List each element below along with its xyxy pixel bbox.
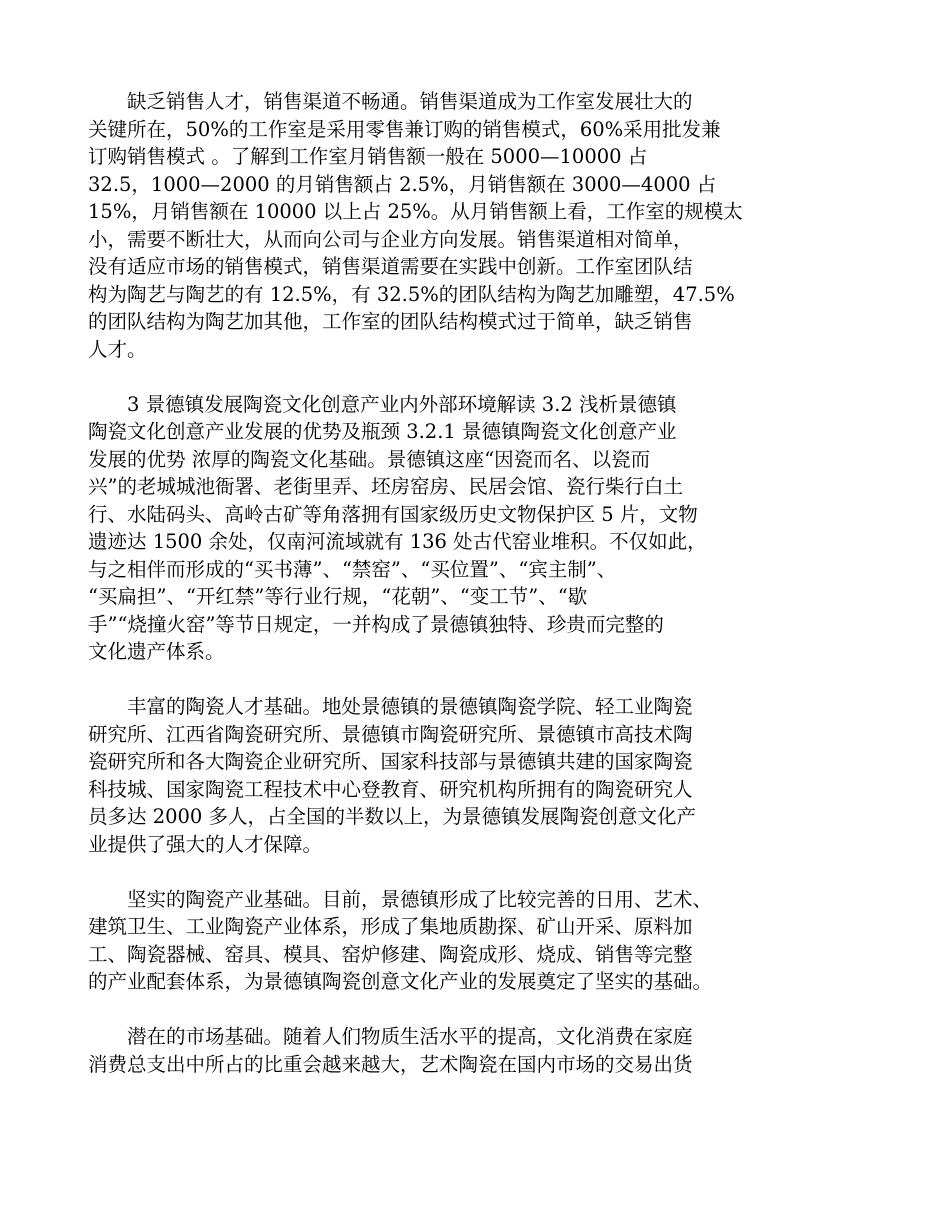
text-line: 研究所、江西省陶瓷研究所、景德镇市陶瓷研究所、景德镇市高技术陶	[88, 722, 693, 746]
text-line: 关键所在，50%的工作室是采用零售兼订购的销售模式，60%采用批发兼	[88, 117, 721, 141]
text-line: 消费总支出中所占的比重会越来越大，艺术陶瓷在国内市场的交易出货	[88, 1052, 693, 1076]
text-line: 潜在的市场基础。随着人们物质生活水平的提高，文化消费在家庭	[88, 1025, 693, 1048]
text-line: 瓷研究所和各大陶瓷企业研究所、国家科技部与景德镇共建的国家陶瓷	[88, 750, 693, 773]
text-line: 工、陶瓷器械、窑具、模具、窑炉修建、陶瓷成形、烧成、销售等完整	[88, 942, 693, 966]
document-page	[88, 88, 864, 1106]
text-line: 建筑卫生、工业陶瓷产业体系，形成了集地质勘探、矿山开采、原料加	[88, 915, 693, 938]
text-line: 丰富的陶瓷人才基础。地处景德镇的景德镇陶瓷学院、轻工业陶瓷	[88, 695, 693, 718]
text-line: 没有适应市场的销售模式，销售渠道需要在实践中创新。工作室团队结	[88, 255, 693, 278]
text-line: 3 景德镇发展陶瓷文化创意产业内外部环境解读 3.2 浅析景德镇	[88, 392, 677, 416]
text-line: 人才。	[88, 337, 147, 361]
text-line: “买扁担”、“开红禁”等行业行规，“花朝”、“变工节”、“歇	[88, 585, 588, 608]
text-line: 的团队结构为陶艺加其他，工作室的团队结构模式过于简单，缺乏销售	[88, 310, 693, 333]
text-line: 构为陶艺与陶艺的有 12.5%，有 32.5%的团队结构为陶艺加雕塑，47.5%	[88, 282, 735, 306]
text-line: 文化遗产体系。	[88, 640, 225, 663]
text-line: 陶瓷文化创意产业发展的优势及瓶颈 3.2.1 景德镇陶瓷文化创意产业	[88, 420, 677, 443]
paragraph-market-foundation	[88, 1023, 864, 1078]
text-line: 发展的优势 浓厚的陶瓷文化基础。景德镇这座“因瓷而名、以瓷而	[88, 447, 651, 471]
text-line: 32.5，1000—2000 的月销售额占 2.5%，月销售额在 3000—4000 占	[88, 172, 717, 196]
paragraph-talent-foundation	[88, 693, 864, 858]
text-line: 与之相伴而形成的“买书薄”、“禁窑”、“买位置”、“宾主制”、	[88, 557, 617, 581]
text-line: 的产业配套体系，为景德镇陶瓷创意文化产业的发展奠定了坚实的基础。	[88, 970, 713, 993]
text-line: 员多达 2000 多人，占全国的半数以上，为景德镇发展陶瓷创意文化产	[88, 805, 697, 828]
paragraph-industry-foundation	[88, 886, 864, 996]
paragraph-sales-talent	[88, 88, 864, 363]
text-line: 缺乏销售人才，销售渠道不畅通。销售渠道成为工作室发展壮大的	[88, 90, 693, 113]
text-line: 行、水陆码头、高岭古矿等角落拥有国家级历史文物保护区 5 片，文物	[88, 502, 698, 526]
paragraph-cultural-foundation	[88, 391, 864, 666]
text-line: 兴”的老城城池衙署、老街里弄、坯房窑房、民居会馆、瓷行柴行白土	[88, 475, 683, 498]
text-line: 15%，月销售额在 10000 以上占 25%。从月销售额上看，工作室的规模太	[88, 200, 743, 223]
text-line: 遗迹达 1500 余处，仅南河流域就有 136 处古代窑业堆积。不仅如此，	[88, 530, 707, 553]
text-line: 订购销售模式 。了解到工作室月销售额一般在 5000—10000 占	[88, 145, 648, 168]
text-line: 坚实的陶瓷产业基础。目前，景德镇形成了比较完善的日用、艺术、	[88, 887, 713, 911]
text-line: 科技城、国家陶瓷工程技术中心登教育、研究机构所拥有的陶瓷研究人	[88, 777, 693, 801]
text-line: 小，需要不断壮大，从而向公司与企业方向发展。销售渠道相对简单，	[88, 227, 693, 251]
text-line: 业提供了强大的人才保障。	[88, 832, 323, 856]
text-line: 手”“烧撞火窑”等节日规定，一并构成了景德镇独特、珍贵而完整的	[88, 612, 664, 636]
